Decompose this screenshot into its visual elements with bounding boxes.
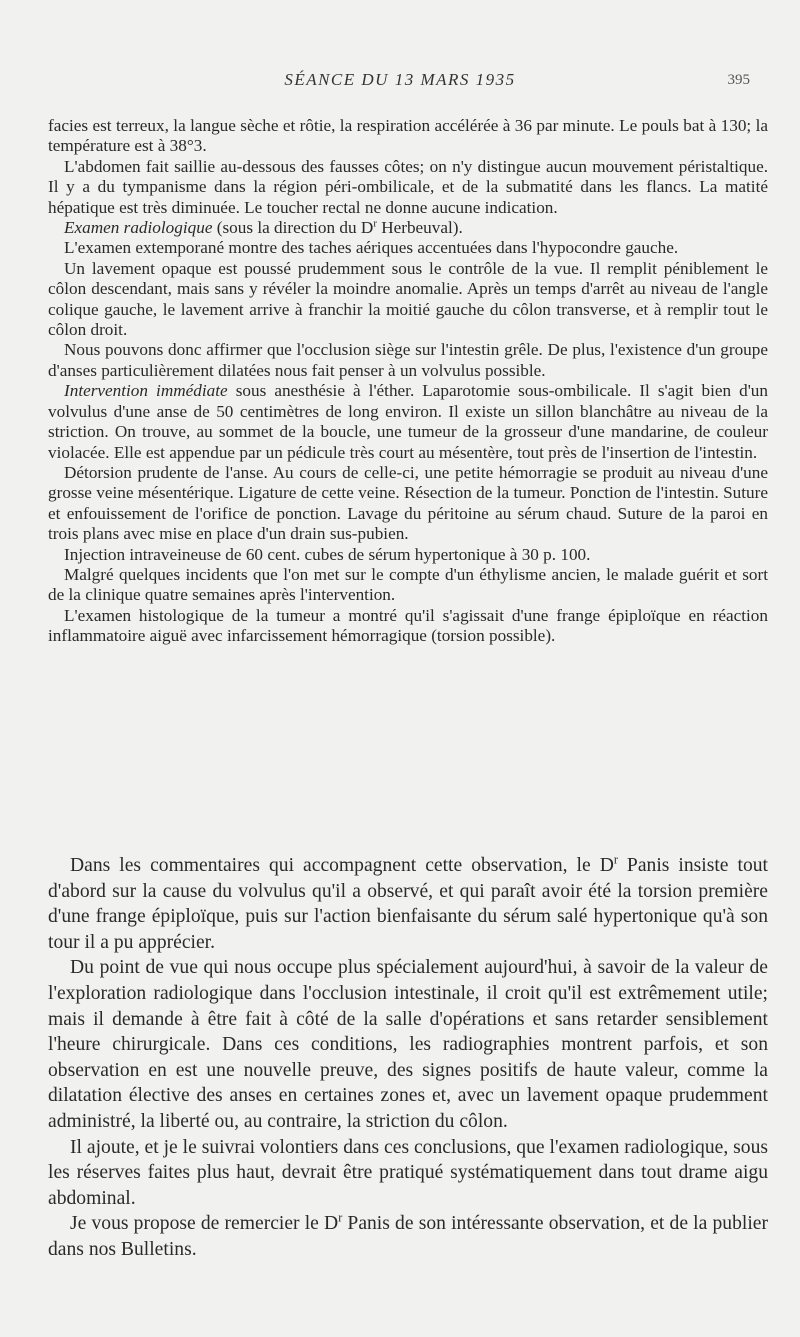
paragraph-text: sous anesthésie à l'éther. Laparotomie sous-ombilicale. Il s'agit bien d'un volvulus d'une anse de 50 centimètres de long environ. Il existe un sillon blanchâtre au niveau de la striction. On trouve, au sommet de la boucle, une tumeur de la grosseur d'une mandarine, de couleur violacée. Elle est appendue par un pédicule très court au mésentère, tout près de l'insertion de l'intestin. [48, 381, 768, 462]
paragraph-text: Panis insiste tout d'abord sur la cause du volvulus qu'il a observé, et qui paraît avoir été la torsion première d'une frange épiploïque, puis sur l'action bienfaisante du sérum salé hypertonique qu'à son tour il a pu apprécier. [48, 855, 768, 953]
section-label: Intervention immédiate [64, 381, 228, 401]
observation-paragraph: Détorsion prudente de l'anse. Au cours de celle-ci, une petite hémorragie se produit au niveau d'une grosse veine mésentérique. Ligature de cette veine. Résection de la tumeur. Ponction de l'intestin. Suture et enfouissement de l'orifice de ponction. Lavage du péritoine au sérum chaud. Suture de la paroi en trois plans avec mise en place d'un drain sus-pubien. [48, 462, 768, 544]
commentary-paragraph: Du point de vue qui nous occupe plus spécialement aujourd'hui, à savoir de la valeur de l'exploration radiologique dans l'occlusion intestinale, il croit qu'il est extrêmement utile; mais il demande à être fait à côté de la salle d'opérations et sans retarder sensiblement l'heure chirurgicale. Dans ces conditions, les radiographies montrent parfois, et son observation en est une nouvelle preuve, des signes positifs de haute valeur, comme la dilatation élective des anses en certaines zones et, avec un lavement opaque prudemment administré, la liberté ou, au contraire, la striction du côlon. [48, 957, 768, 1132]
commentary-paragraph [48, 1211, 768, 1262]
observation-paragraph: Malgré quelques incidents que l'on met sur le compte d'un éthylisme ancien, le malade guérit et sort de la clinique quatre semaines après l'intervention. [48, 564, 768, 605]
observation-paragraph: L'examen extemporané montre des taches aériques accentuées dans l'hypocondre gauche. [64, 238, 679, 258]
superscript: r [613, 852, 618, 867]
observation-paragraph: L'abdomen fait saillie au-dessous des fausses côtes; on n'y distingue aucun mouvement péristaltique. Il y a du tympanisme dans la région péri-ombilicale, et de la submatité dans les flancs. La matité hépatique est très diminuée. Le toucher rectal ne donne aucune indication. [48, 156, 768, 217]
paragraph-text: Je vous propose de remercier le D [70, 1213, 339, 1235]
observation-text [48, 116, 768, 647]
paragraph-text: Dans les commentaires qui accompagnent cette observation, le D [70, 855, 614, 876]
paragraph-text: (sous la direction du D [212, 218, 374, 238]
running-title: SÉANCE DU 13 MARS 1935 [284, 70, 516, 89]
commentary-paragraph: Il ajoute, et je le suivrai volontiers dans ces conclusions, que l'examen radiologique, sous les réserves faites plus haut, devrait être pratiqué systématiquement dans tout drame aigu abdominal. [48, 1136, 768, 1209]
observation-paragraph: Un lavement opaque est poussé prudemment sous le contrôle de la vue. Il remplit péniblement le côlon descendant, mais sans y révéler la moindre anomalie. Après un temps d'arrêt au niveau de l'angle colique gauche, le lavement arrive à franchir la moitié gauche du côlon transverse, et à remplir tout le côlon droit. [48, 258, 768, 340]
observation-paragraph: Injection intraveineuse de 60 cent. cubes de sérum hypertonique à 30 p. 100. [64, 544, 591, 564]
commentary-paragraph [48, 853, 768, 955]
section-label: Examen radiologique [64, 218, 213, 238]
observation-paragraph: Nous pouvons donc affirmer que l'occlusion siège sur l'intestin grêle. De plus, l'existence d'un groupe d'anses particulièrement dilatées nous fait penser à un volvulus possible. [48, 340, 768, 380]
observation-paragraph [48, 381, 768, 463]
running-header [0, 70, 800, 92]
observation-paragraph: facies est terreux, la langue sèche et rôtie, la respiration accélérée à 36 par minute. Le pouls bat à 130; la température est à 38°3. [48, 116, 768, 156]
paragraph-text: Herbeuval). [376, 218, 463, 238]
superscript: r [338, 1210, 343, 1225]
superscript: r [373, 218, 377, 230]
observation-paragraph [48, 218, 768, 238]
commentary-text [48, 853, 768, 1263]
observation-paragraph: L'examen histologique de la tumeur a montré qu'il s'agissait d'une frange épiploïque en réaction inflammatoire aiguë avec infarcissement hémorragique (torsion possible). [48, 605, 768, 646]
page-number: 395 [727, 72, 750, 88]
paragraph-text: Panis de son intéressante observation, et de la publier dans nos Bulletins. [48, 1213, 768, 1260]
